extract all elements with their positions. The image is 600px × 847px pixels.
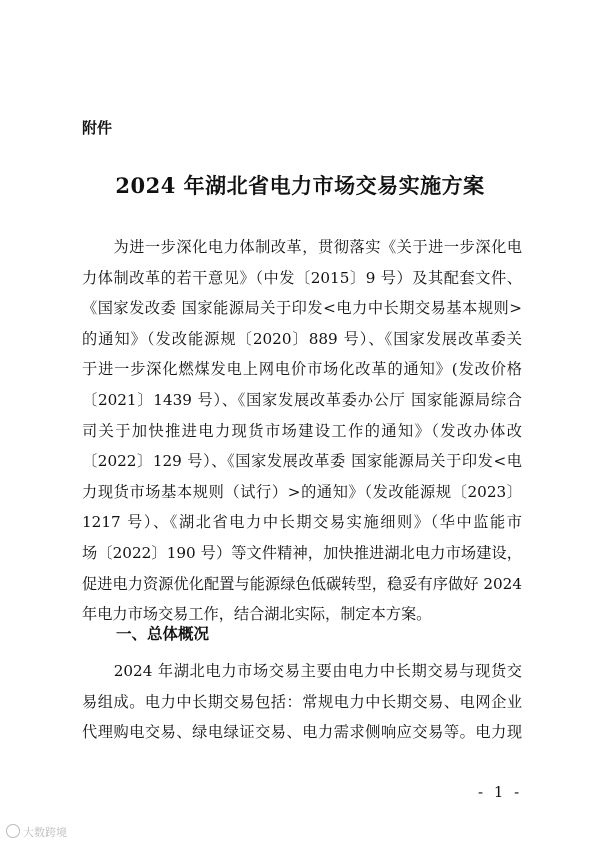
text-line: 为进一步深化电力体制改革，贯彻落实《关于进一步深化电 xyxy=(82,238,522,256)
text-line: 代理购电交易、绿电绿证交易、电力需求侧响应交易等。电力现 xyxy=(82,723,522,742)
page-number: - 1 - xyxy=(478,783,523,801)
text-line: 促进电力资源优化配置与能源绿色低碳转型，稳妥有序做好 2024 xyxy=(82,574,522,593)
watermark-text: 大数跨境 xyxy=(23,826,67,839)
text-line: 2024 年湖北电力市场交易主要由电力中长期交易与现货交 xyxy=(82,662,522,680)
text-line: 的通知》（发改能源规〔2020〕889 号）、《国家发展改革委关 xyxy=(82,329,522,348)
document-title: 2024 年湖北省电力市场交易实施方案 xyxy=(115,173,485,198)
text-line: 力现货市场基本规则（试行）>的通知》（发改能源规〔2023〕 xyxy=(82,482,522,501)
section-heading: 一、总体概况 xyxy=(116,625,210,643)
text-line: 〔2022〕129 号）、《国家发展改革委 国家能源局关于印发<电 xyxy=(82,452,522,471)
text-line: 《国家发改委 国家能源局关于印发<电力中长期交易基本规则> xyxy=(82,299,522,318)
text-line: 于进一步深化燃煤发电上网电价市场化改革的通知》(发改价格 xyxy=(82,360,522,379)
paragraph-intro xyxy=(82,232,522,630)
watermark-logo-icon xyxy=(6,824,20,838)
text-line: 年电力市场交易工作，结合湖北实际，制定本方案。 xyxy=(82,605,432,624)
text-line: 〔2021〕1439 号）、《国家发展改革委办公厅 国家能源局综合 xyxy=(82,390,522,409)
paragraph-overview xyxy=(82,656,522,748)
text-line: 场〔2022〕190 号）等文件精神，加快推进湖北电力市场建设， xyxy=(82,543,522,562)
text-line: 司关于加快推进电力现货市场建设工作的通知》（发改办体改 xyxy=(82,421,522,440)
text-line: 1217 号）、《湖北省电力中长期交易实施细则》（华中监能市 xyxy=(82,513,522,532)
attachment-label: 附件 xyxy=(82,119,113,137)
text-line: 易组成。电力中长期交易包括：常规电力中长期交易、电网企业 xyxy=(82,692,522,711)
watermark xyxy=(6,824,67,840)
text-line: 力体制改革的若干意见》（中发〔2015〕9 号）及其配套文件、 xyxy=(82,268,522,287)
